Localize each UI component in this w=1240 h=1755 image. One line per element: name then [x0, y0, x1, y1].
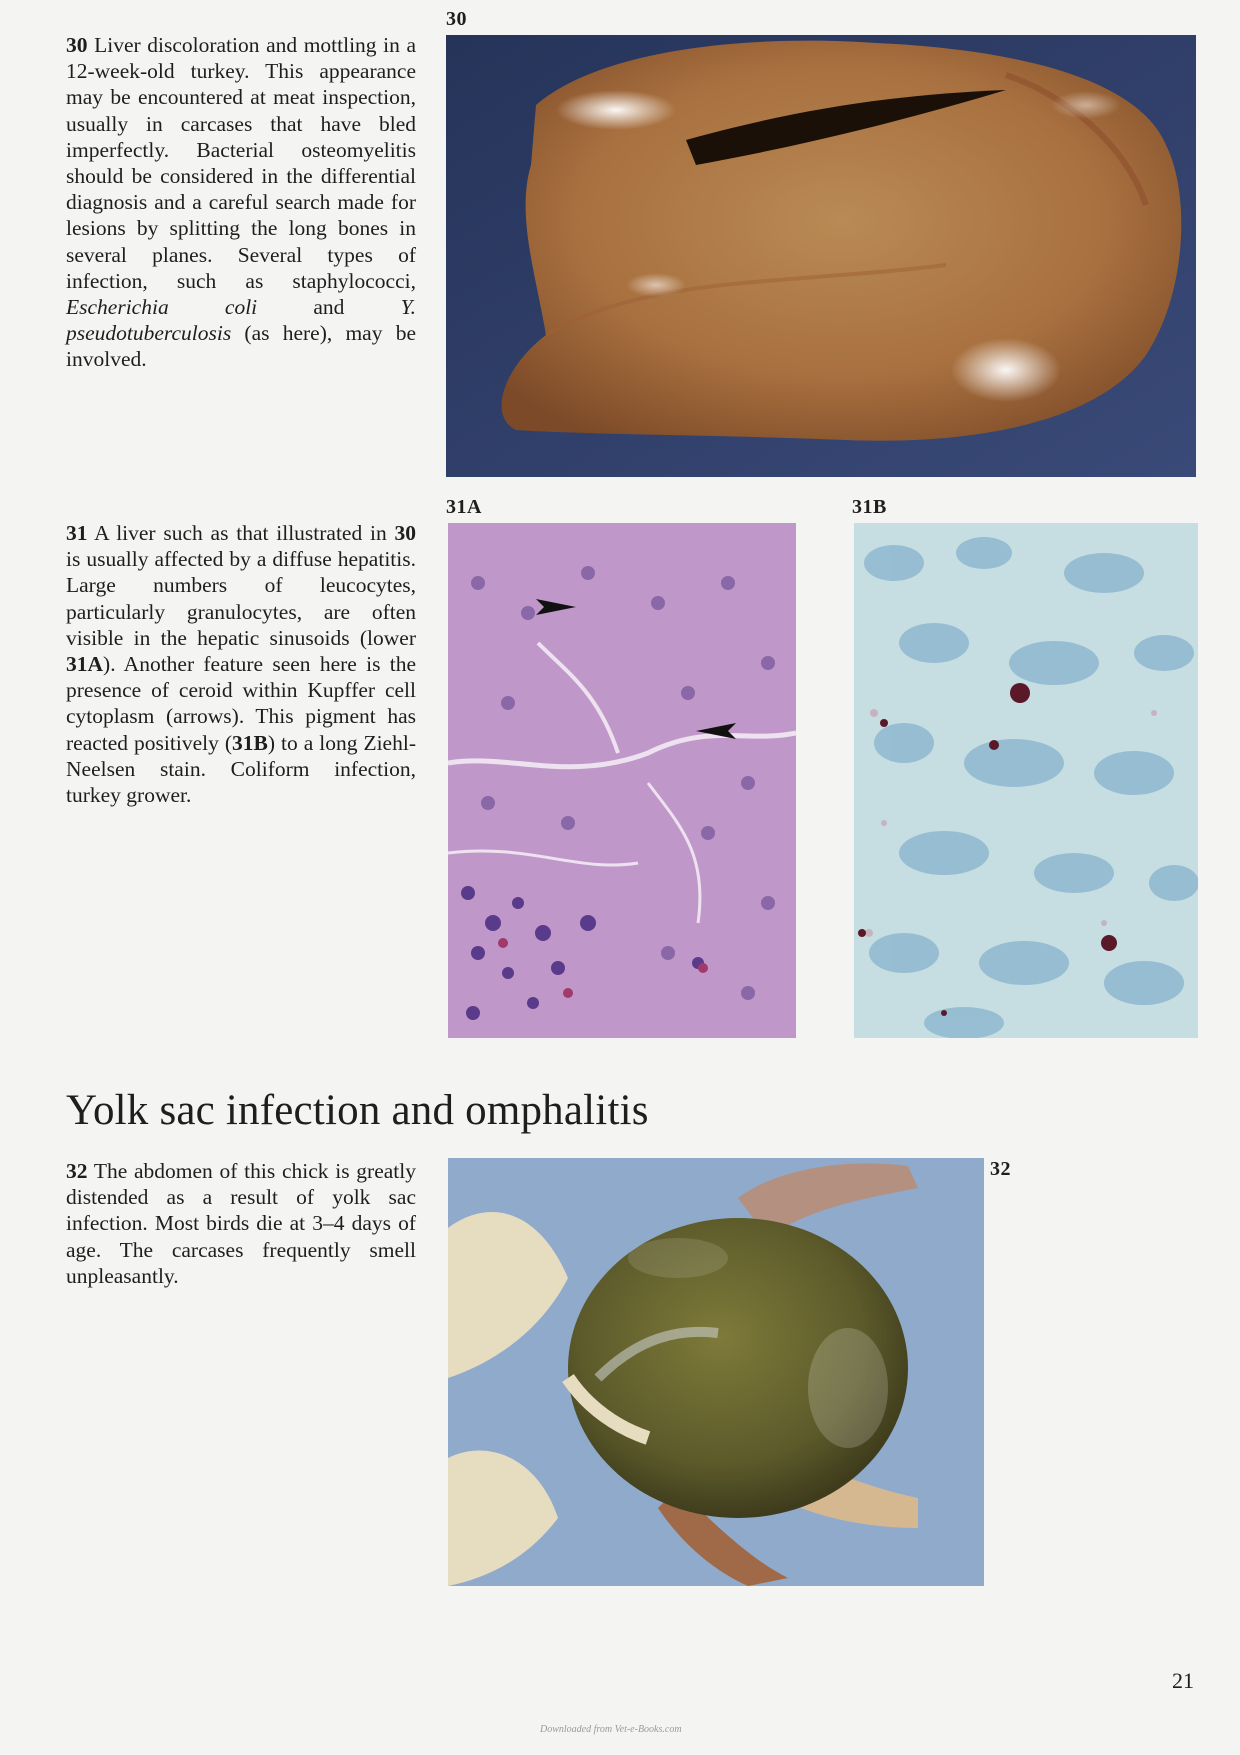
- figure-31b-ziehl-neelsen-photo: [854, 523, 1198, 1038]
- caption-30-number: 30: [66, 33, 88, 57]
- caption-30-text: Liver discoloration and mottling in a 12-week-old turkey. This appearance may be encountered at meat inspection, usually in carcases that have bled imperfectly. Bacterial osteomyelitis should be considered in the differential diagnosis and a careful search made for lesions by splitting the long bones in several planes. Several types of infection, such as staphylococci,: [66, 33, 416, 293]
- caption-32-number: 32: [66, 1159, 88, 1183]
- caption-30: [66, 32, 416, 373]
- caption-31-number: 31: [66, 521, 88, 545]
- footer-watermark: Downloaded from Vet-e-Books.com: [540, 1724, 682, 1735]
- caption-31-ref-30: 30: [394, 521, 416, 545]
- figure-31a-label: 31A: [446, 496, 482, 518]
- figure-32-label: 32: [990, 1158, 1011, 1180]
- page-number: 21: [1172, 1668, 1194, 1693]
- caption-30-italic-ecoli: Escherichia coli: [66, 295, 258, 320]
- caption-31-text-b: is usually affected by a diffuse hepatitis. Large numbers of leucocytes, particularly granulocytes, are often visible in the hepatic sinusoids (lower: [66, 547, 416, 650]
- caption-31-text-d: ) to a long Ziehl-Neelsen stain. Coliform infection, turkey grower.: [66, 730, 416, 808]
- figure-31a-histology-photo: [448, 523, 796, 1038]
- figure-32-chick-photo: [448, 1158, 984, 1586]
- caption-31-ref-31b: 31B: [232, 730, 268, 755]
- figure-30-liver-photo: [446, 35, 1196, 477]
- caption-31-text-c: ). Another feature seen here is the presence of ceroid within Kupffer cell cytoplasm (arrows). This pigment has reacted positively (: [66, 652, 416, 755]
- caption-30-text-b: and: [257, 295, 401, 320]
- caption-31-text: A liver such as that illustrated in: [87, 521, 395, 545]
- section-heading: Yolk sac infection and omphalitis: [66, 1087, 649, 1134]
- caption-32: [66, 1158, 416, 1289]
- caption-30-text-c: (as here), may be involved.: [66, 321, 416, 372]
- caption-30-italic-ypseudo: Y. pseudotuberculosis: [66, 295, 416, 346]
- caption-32-text: The abdomen of this chick is greatly distended as a result of yolk sac infection. Most birds die at 3–4 days of age. The carcases frequently smell unpleasantly.: [66, 1159, 416, 1288]
- caption-31-ref-31a: 31A: [66, 652, 104, 677]
- figure-30-label: 30: [446, 8, 467, 30]
- figure-31b-label: 31B: [852, 496, 887, 518]
- caption-31: [66, 520, 416, 808]
